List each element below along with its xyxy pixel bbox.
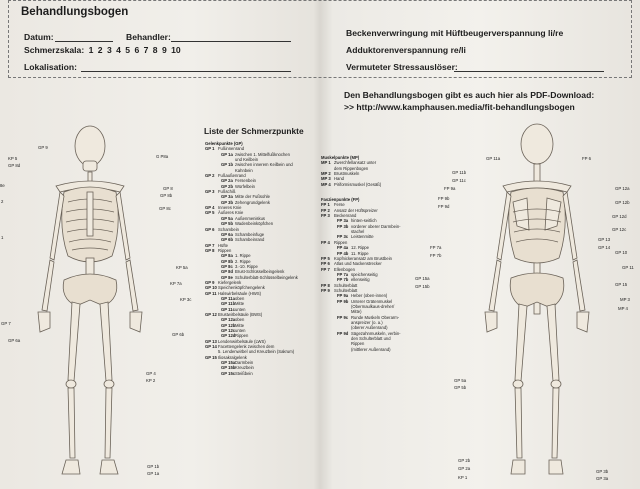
faszienpunkt-code: FP 7b <box>337 277 349 283</box>
back-label: GP 15a <box>415 276 430 281</box>
gelenkpunkt-description: Inneres Knie <box>218 205 242 211</box>
back-label: MP 4 <box>618 306 628 311</box>
gelenkpunkt-description: Kreuzbein <box>235 365 254 371</box>
scale-value: 4 <box>116 45 121 55</box>
faszienpunkt-description: stachel <box>351 229 365 235</box>
faszienpunkt-code: FP 1 <box>321 202 330 208</box>
gelenkpunkt-code: GP 11b <box>221 301 236 307</box>
faszienpunkt-description: Schulterblatt <box>334 282 358 288</box>
faszienpunkt-code: FP 3b <box>337 223 349 229</box>
faszienpunkt-description: Ferse <box>334 202 345 208</box>
gelenkpunkte-heading: Gelenkpunkte (GP) <box>205 141 243 146</box>
scale-value: 9 <box>161 45 167 55</box>
muskelpunkt-description: Hand <box>334 176 345 182</box>
gelenkpunkt-code: GP 3 <box>205 189 215 195</box>
faszienpunkt-description: Atlas und Nackenstrecker <box>334 261 382 267</box>
faszienpunkt-list-item <box>321 347 401 352</box>
back-label: FP 7a <box>430 245 442 250</box>
gelenkpunkt-code: GP 12b <box>221 322 236 328</box>
back-knee-left <box>513 380 523 388</box>
gelenkpunkt-description: Schambeinrand <box>235 237 265 243</box>
pdf-download-note <box>344 89 594 113</box>
stressausloeser-field: Vermuteter Stressauslöser: <box>346 62 458 72</box>
gelenkpunkt-code: GP 12d <box>221 333 236 339</box>
front-label: KP 5 <box>8 156 18 161</box>
gelenkpunkt-code: GP 9 <box>205 279 215 285</box>
faszienpunkt-code: FP 4b <box>337 250 349 256</box>
front-label: 8e <box>0 183 5 188</box>
back-label: GP 11 <box>622 265 634 270</box>
gelenkpunkt-description: zwischen innerem Keilbein und <box>235 162 293 168</box>
gelenkpunkt-code: GP 8e <box>221 274 233 280</box>
gelenkpunkt-description: Kahnbein <box>235 167 253 173</box>
gelenkpunkt-code: GP 15b <box>221 365 236 371</box>
gelenkpunkt-description: oben <box>235 317 245 323</box>
gelenkpunkt-code: GP 1b <box>221 162 234 168</box>
back-skull <box>521 124 553 164</box>
gelenkpunkt-code: GP 12a <box>221 317 236 323</box>
faszienpunkt-code: FP 3a <box>337 218 349 224</box>
gelenkpunkt-description: Schambeinfuge <box>235 231 265 237</box>
muskelpunkte-heading: Muskelpunkte (MP) <box>321 155 360 160</box>
faszienpunkt-code: FP 3 <box>321 213 330 219</box>
gelenkpunkt-code: GP 2b <box>221 183 234 189</box>
back-femur-right <box>547 304 559 381</box>
faszienpunkt-description: (oberer Außenrand) <box>351 325 388 331</box>
scale-value: 8 <box>152 45 158 55</box>
gelenkpunkt-code: GP 11c <box>221 306 235 312</box>
muskelpunkt-code: MP 2 <box>321 171 331 177</box>
faszienpunkt-description: Rippen <box>334 239 348 245</box>
faszienpunkt-code: FP 4a <box>337 245 349 251</box>
faszienpunkt-description: Schulterblatt <box>334 287 358 293</box>
gelenkpunkt-description: zwischen 1. Mittelfußknochen <box>235 151 290 157</box>
gelenkpunkt-description: Rippen <box>235 333 249 339</box>
gelenkpunkt-code: GP 1 <box>205 146 215 152</box>
gelenkpunkt-description: Fersenbein <box>235 178 256 184</box>
back-label: FP 7b <box>430 253 442 258</box>
faszienpunkt-description: Mitte) <box>351 309 362 315</box>
gelenkpunkt-code: GP 4 <box>205 205 215 211</box>
front-label: G P8a <box>156 154 169 159</box>
gelenkpunkt-description: Zehengrundgelenk <box>235 199 270 205</box>
faszienpunkt-description: vorderer oberer Darmbein- <box>351 223 401 229</box>
back-label: GP 12a <box>615 186 630 191</box>
front-knee-left <box>66 380 76 388</box>
back-forearm-left <box>489 260 501 311</box>
back-label: GP 15b <box>415 284 430 289</box>
front-label: GP 9 <box>38 145 48 150</box>
faszienpunkt-code: FP 9 <box>321 287 330 293</box>
gelenkpunkt-description: Darmbein <box>235 360 254 366</box>
gelenkpunkt-description: Würfelbein <box>235 183 256 189</box>
pain-scale-label: Schmerzskala: <box>24 45 85 55</box>
faszienpunkt-code: FP 8 <box>321 282 330 288</box>
back-label: FP 9a <box>444 186 456 191</box>
gelenkpunkt-code: GP 6a <box>221 231 233 237</box>
gelenkpunkt-description: Mitte <box>235 301 245 307</box>
lokalisation-line <box>81 71 291 72</box>
back-hand-right <box>577 312 589 332</box>
back-label: GP 2b <box>458 458 471 463</box>
front-label: GP 8d <box>8 163 21 168</box>
faszienpunkt-description: ellenseitig <box>351 277 370 283</box>
muskelpunkt-code: MP 3 <box>321 176 331 182</box>
faszienpunkt-code: FP 9c <box>337 314 349 320</box>
faszienpunkt-description: speichenseitig <box>351 271 378 277</box>
back-label: FP 6 <box>582 156 591 161</box>
scale-value: 1 <box>88 45 94 55</box>
gelenkpunkt-description: Halswirbelsäule (HWS) <box>218 290 262 296</box>
front-shin-right <box>105 388 112 458</box>
gelenkpunkt-code: GP 5 <box>205 210 215 216</box>
datum-label: Datum: <box>24 32 54 42</box>
front-skull <box>75 126 105 166</box>
faszienpunkt-code: FP 7a <box>337 271 349 277</box>
front-label: GP 8b <box>160 193 173 198</box>
pain-points-title: Liste der Schmerzpunkte <box>204 126 304 136</box>
gelenkpunkt-code: GP 14 <box>205 344 217 350</box>
gelenkpunkt-description: Wadenbeinköpfchen <box>235 221 274 227</box>
front-hand-right <box>130 312 142 332</box>
back-label: GP 5b <box>454 385 467 390</box>
faszienpunkt-description: Leistenmitte <box>351 234 374 240</box>
gelenkpunkt-description: Lendenwirbelsäule (LWS) <box>218 338 266 344</box>
faszienpunkt-code: FP 7 <box>321 266 330 272</box>
pain-scale <box>24 45 183 55</box>
faszienpunkt-description: hinten-seitlich <box>351 218 377 224</box>
front-hand-left <box>38 312 50 332</box>
muskelpunkt-description: Piriformismuskel (Gesäß) <box>334 181 382 187</box>
faszienpunkt-description: Runde Muskeln Oberarm- <box>351 314 400 320</box>
muskelpunkt-code: MP 1 <box>321 160 331 166</box>
faszienpunkt-description: Ansatz der Hüftspreizer <box>334 207 378 213</box>
pdf-note-text: Den Behandlungsbogen gibt es auch hier als PDF-Download: <box>344 90 595 100</box>
front-label: 1 <box>1 235 4 240</box>
gelenkpunkt-description: Äußeres Knie <box>218 210 244 216</box>
gelenkpunkt-code: GP 8a <box>221 253 233 259</box>
gelenkpunkt-description: oben <box>235 295 245 301</box>
front-label: GP 8c <box>159 206 171 211</box>
back-label: GP 13 <box>598 237 611 242</box>
gelenkpunkt-code: GP 12 <box>205 312 217 317</box>
back-skeleton-figure <box>455 118 620 486</box>
header-box <box>8 0 632 78</box>
back-shin-left <box>515 388 522 458</box>
back-label: GP 11a <box>486 156 501 161</box>
gelenkpunkt-description: 1. Rippe <box>235 253 251 259</box>
gelenkpunkt-description: Fußinnenrand <box>218 146 245 152</box>
scale-value: 5 <box>125 45 131 55</box>
gelenkpunkt-description: Hüfte <box>218 242 229 248</box>
back-label: GP 5a <box>454 378 467 383</box>
faszienpunkt-description: 12. Rippe <box>351 245 369 251</box>
muskel-faszien-column <box>321 155 401 352</box>
gelenkpunkt-description: unten <box>235 306 246 312</box>
front-femur-right <box>100 302 112 381</box>
front-label: KP 3c <box>180 297 192 302</box>
front-label: KP 7a <box>170 281 182 286</box>
front-foot-left <box>62 460 80 474</box>
gelenkpunkt-code: GP 12c <box>221 328 236 334</box>
gelenkpunkt-code: GP 2 <box>205 173 215 179</box>
back-label: FP 9d <box>438 204 450 209</box>
scale-value: 7 <box>143 45 149 55</box>
beckenverwringung-field: Beckenverwringung mit Hüftbeugerverspannung li/re <box>346 28 564 38</box>
faszienpunkt-description: Kopfnickeransatz am Brustbein <box>334 255 392 261</box>
front-forearm-right <box>126 260 138 311</box>
back-label: GP 12d <box>612 214 627 219</box>
gelenkpunkt-description: Kiefergelenk <box>218 279 242 285</box>
gelenkpunkt-description: Rippen <box>218 247 232 253</box>
faszienpunkt-code: FP 9a <box>337 293 349 299</box>
front-pelvis <box>63 274 117 306</box>
gelenkpunkt-code: GP 8c <box>221 263 233 269</box>
faszienpunkt-code: FP 9d <box>337 330 349 336</box>
back-label: GP 12b <box>615 200 630 205</box>
gelenkpunkt-code: GP 3a <box>221 194 233 200</box>
front-label: GP 6a <box>8 338 21 343</box>
back-label: GP 3b <box>596 469 609 474</box>
lokalisation-label: Lokalisation: <box>24 62 78 72</box>
gelenkpunkt-code: GP 8d <box>221 269 234 275</box>
gelenkpunkte-column <box>205 141 298 376</box>
pdf-download-link[interactable]: >> http://www.kamphausen.media/fit-behandlungsbogen <box>344 102 575 112</box>
gelenkpunkt-code: GP 11a <box>221 295 235 301</box>
behandler-label: Behandler: <box>126 32 171 42</box>
faszienpunkt-description: Ellenbogen <box>334 266 355 272</box>
back-femur-left <box>515 304 527 381</box>
gelenkpunkt-description: Mitte der Fußsohle <box>235 194 270 200</box>
gelenkpunkt-code: GP 5b <box>221 221 234 227</box>
front-label: GP 1b <box>147 464 160 469</box>
back-label: GP 2a <box>458 466 471 471</box>
stressausloeser-line <box>454 71 604 72</box>
back-label: GP 12c <box>612 227 627 232</box>
faszienpunkt-description: (mittlerer Außenrand) <box>351 346 391 352</box>
back-hand-left <box>485 312 497 332</box>
faszienpunkt-description: (Obermaulkaus-dreher/ <box>351 303 395 309</box>
back-label: GP 10 <box>615 250 628 255</box>
front-sternum <box>87 192 93 236</box>
back-shin-right <box>552 388 559 458</box>
faszienpunkt-code: FP 9b <box>337 298 349 304</box>
faszienpunkt-description: Unterer Grätenmuskel <box>351 298 393 304</box>
gelenkpunkt-description: Brust-Schlüsselbeingelenk <box>235 269 285 275</box>
muskelpunkt-code: MP 4 <box>321 181 331 187</box>
front-knee-right <box>104 380 114 388</box>
gelenkpunkt-description: Facettengelenk zwischen dem <box>218 344 275 350</box>
faszienpunkt-description: Heber (oben-innen) <box>351 293 388 299</box>
gelenkpunkt-description: Mitte <box>235 322 245 328</box>
gelenkpunkt-description: 5. Lendenwirbel und Kreuzbein (Sakrum) <box>218 349 295 355</box>
front-shin-left <box>68 388 75 458</box>
front-label: GP 4 <box>146 371 156 376</box>
gelenkpunkt-description: Fußaußenrand <box>218 173 246 179</box>
gelenkpunkt-description: 2. Rippe <box>235 258 251 264</box>
back-label: GP 3a <box>596 476 609 481</box>
gelenkpunkt-code: GP 8 <box>205 247 215 253</box>
datum-line <box>55 41 113 42</box>
back-knee-right <box>551 380 561 388</box>
scale-value: 10 <box>171 45 181 55</box>
gelenkpunkt-description: Fußschiß <box>218 189 236 195</box>
gelenkpunkt-code: GP 10 <box>205 285 217 291</box>
faszienpunkt-description: Beckenrand <box>334 213 357 219</box>
gelenkpunkt-description: Schambein <box>218 226 239 232</box>
gelenkpunkt-code: GP 8b <box>221 258 234 264</box>
back-label: KP 1 <box>458 475 468 480</box>
faszienpunkt-description: Rippen <box>351 341 365 347</box>
back-foot-right <box>549 460 563 474</box>
gelenkpunkt-code: GP 7 <box>205 242 215 248</box>
front-label: GP 8 <box>163 186 173 191</box>
gelenkpunkt-code: GP 13 <box>205 338 217 344</box>
faszienpunkt-code: FP 5 <box>321 255 330 261</box>
faszienpunkt-description: den Schulterblatt und <box>351 336 391 341</box>
front-label: GP 1a <box>147 471 160 476</box>
gelenkpunkt-description: Schulterblatt-Schlüsselbeingelenk <box>235 274 298 280</box>
gelenkpunkt-description: unten <box>235 328 246 334</box>
scale-value: 2 <box>97 45 103 55</box>
gelenkpunkt-list-item <box>205 371 298 376</box>
gelenkpunkt-code: GP 5a <box>221 215 233 221</box>
adduktoren-field: Adduktorenverspannung re/li <box>346 45 466 55</box>
front-label: 2 <box>1 199 4 204</box>
gelenkpunkt-description: 3.-10. Rippe <box>235 263 258 269</box>
faszienpunkt-code: FP 6 <box>321 261 330 267</box>
gelenkpunkt-code: GP 11 <box>205 290 217 296</box>
document-title: Behandlungsbogen <box>21 6 129 18</box>
muskelpunkt-description: Brustmuskeln <box>334 171 360 177</box>
front-label: GP 6b <box>172 332 185 337</box>
muskelpunkt-description: Zwerchfellansatz unter <box>334 160 377 166</box>
front-skeleton-figure <box>28 118 193 486</box>
gelenkpunkt-code: GP 15a <box>221 360 236 366</box>
gelenkpunkt-description: Brustwirbelsäule (BWS) <box>218 312 263 317</box>
front-forearm-left <box>42 260 54 311</box>
gelenkpunkt-description: Außenmeniskus <box>235 215 266 221</box>
gelenkpunkt-code: GP 15c <box>221 370 236 376</box>
front-label: GP 7 <box>1 321 11 326</box>
gelenkpunkt-code: GP 6 <box>205 226 215 232</box>
faszienpunkt-description: 11. Rippe <box>351 250 369 256</box>
faszienpunkt-description: Sägezahnmuskeln, verbin- <box>351 330 401 336</box>
gelenkpunkt-description: Steißbein <box>235 370 253 376</box>
faszienpunkt-code: FP 4 <box>321 239 330 245</box>
scale-value: 3 <box>106 45 112 55</box>
front-jaw <box>83 161 97 171</box>
behandler-line <box>171 41 291 42</box>
scale-value: 6 <box>134 45 140 55</box>
front-label: KP 2 <box>146 378 156 383</box>
faszienpunkte-heading: Faszienpunkte (FP) <box>321 197 360 203</box>
gelenkpunkt-code: GP 6b <box>221 237 234 243</box>
faszienpunkt-code: FP 3c <box>337 234 349 240</box>
gelenkpunkt-code: GP 1a <box>221 151 233 157</box>
faszienpunkt-description: anspreizer (o. a.) <box>351 319 383 325</box>
back-label: GP 11c <box>452 178 466 183</box>
gelenkpunkt-code: GP 3b <box>221 199 234 205</box>
gelenkpunkt-code: GP 15 <box>205 354 217 360</box>
faszienpunkt-code: FP 2 <box>321 207 330 213</box>
back-label: GP 15 <box>615 282 628 287</box>
gelenkpunkt-code: GP 2a <box>221 178 233 184</box>
back-forearm-right <box>573 260 585 311</box>
gelenkpunkt-description: Iliosakralgelenk <box>218 354 247 360</box>
back-label: GP 11b <box>452 170 467 175</box>
muskelpunkt-description: dem Rippenbogen <box>334 165 369 171</box>
gelenkpunkt-description: und Keilbein <box>235 157 259 163</box>
back-label: MP 3 <box>620 297 630 302</box>
gelenkpunkt-description: Speichenköpfchengelenk <box>218 285 265 291</box>
back-label: GP 14 <box>598 245 611 250</box>
back-label: FP 9b <box>438 196 450 201</box>
back-foot-left <box>511 460 525 474</box>
front-foot-right <box>100 460 118 474</box>
front-label: KP 5a <box>176 265 188 270</box>
front-femur-left <box>68 302 80 381</box>
